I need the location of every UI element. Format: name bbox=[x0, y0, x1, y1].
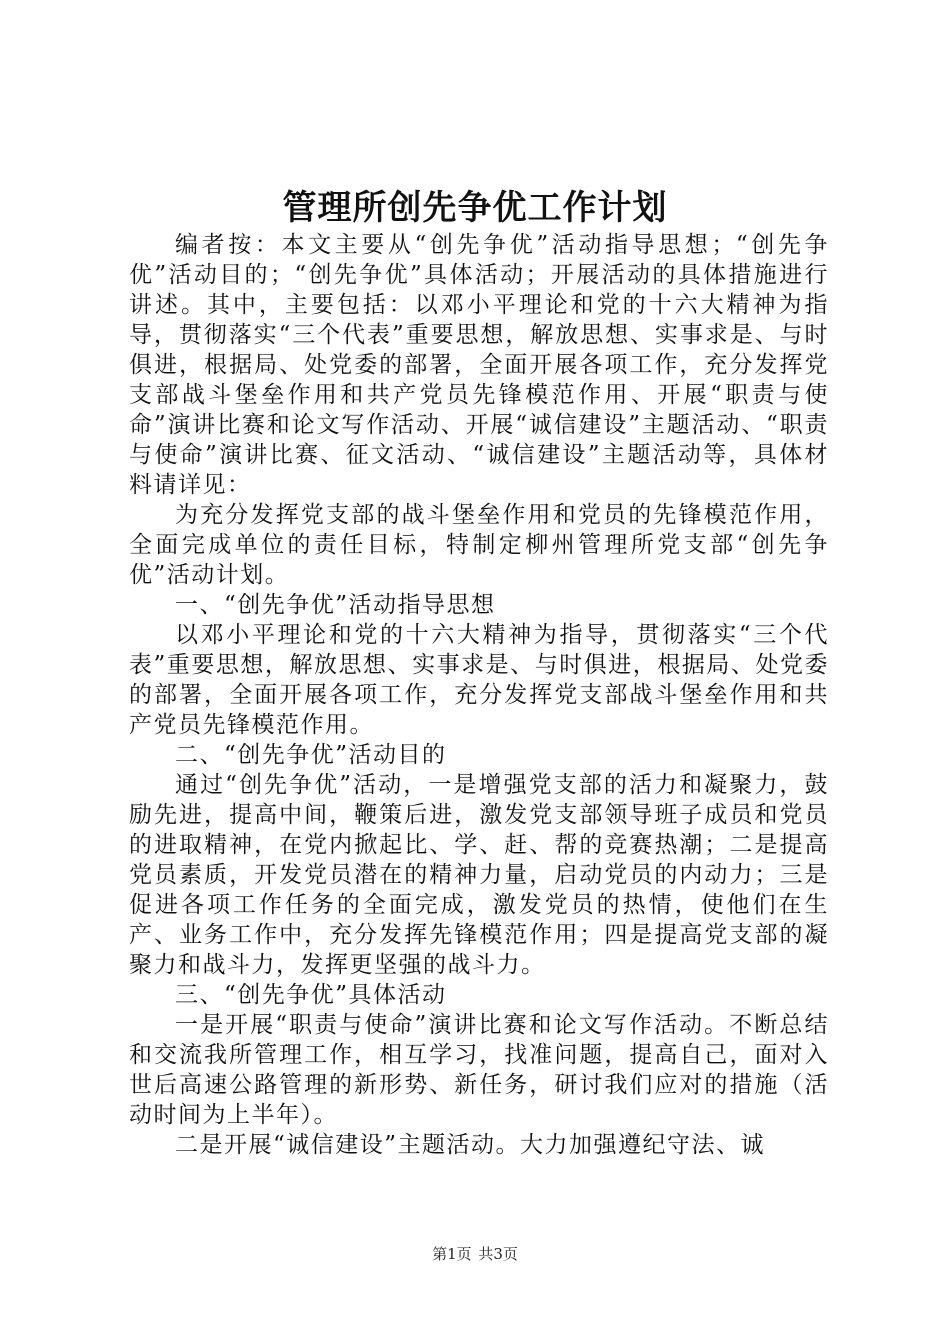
section-heading-3: 三、“创先争优”具体活动 bbox=[175, 982, 447, 1008]
section-3-paragraph-1: 一是开展“职责与使命”演讲比赛和论文写作活动。不断总结和交流我所管理工作，相互学习，找准问题，提高自己，面对入世后高速公路管理的新形势、新任务，研讨我们应对的措施（活动时间为上半年）。 bbox=[129, 1012, 829, 1128]
editor-note-paragraph: 编者按：本文主要从“创先争优”活动指导思想；“创先争优”活动目的；“创先争优”具体活动；开展活动的具体措施进行讲述。其中，主要包括：以邓小平理论和党的十六大精神为指导，贯彻落实“三个代表”重要思想，解放思想、实事求是、与时俱进，根据局、处党委的部署，全面开展各项工作，充分发挥党支部战斗堡垒作用和共产党员先锋模范作用、开展“职责与使命”演讲比赛和论文写作活动、开展“诚信建设”主题活动、“职责与使命”演讲比赛、征文活动、“诚信建设”主题活动等，具体材料请详见： bbox=[129, 232, 829, 498]
page-total: 共3页 bbox=[478, 1245, 518, 1263]
intro-paragraph: 为充分发挥党支部的战斗堡垒作用和党员的先锋模范作用，全面完成单位的责任目标，特制定柳州管理所党支部“创先争优”活动计划。 bbox=[129, 502, 829, 588]
document-title: 管理所创先争优工作计划 bbox=[282, 188, 668, 228]
section-heading-1: 一、“创先争优”活动指导思想 bbox=[175, 592, 496, 618]
section-3-paragraph-2: 二是开展“诚信建设”主题活动。大力加强遵纪守法、诚 bbox=[175, 1132, 766, 1158]
page-number: 第1页 bbox=[432, 1245, 472, 1263]
page-footer bbox=[0, 1244, 950, 1264]
document-body bbox=[129, 230, 829, 1160]
section-1-paragraph: 以邓小平理论和党的十六大精神为指导，贯彻落实“三个代表”重要思想，解放思想、实事求是、与时俱进，根据局、处党委的部署，全面开展各项工作，充分发挥党支部战斗堡垒作用和共产党员先锋模范作用。 bbox=[129, 622, 829, 738]
section-heading-2: 二、“创先争优”活动目的 bbox=[175, 742, 447, 768]
section-2-paragraph: 通过“创先争优”活动，一是增强党支部的活力和凝聚力，鼓励先进，提高中间，鞭策后进，激发党支部领导班子成员和党员的进取精神，在党内掀起比、学、赶、帮的竞赛热潮；二是提高党员素质，开发党员潜在的精神力量，启动党员的内动力；三是促进各项工作任务的全面完成，激发党员的热情，使他们在生产、业务工作中，充分发挥先锋模范作用；四是提高党支部的凝聚力和战斗力，发挥更坚强的战斗力。 bbox=[129, 772, 829, 978]
